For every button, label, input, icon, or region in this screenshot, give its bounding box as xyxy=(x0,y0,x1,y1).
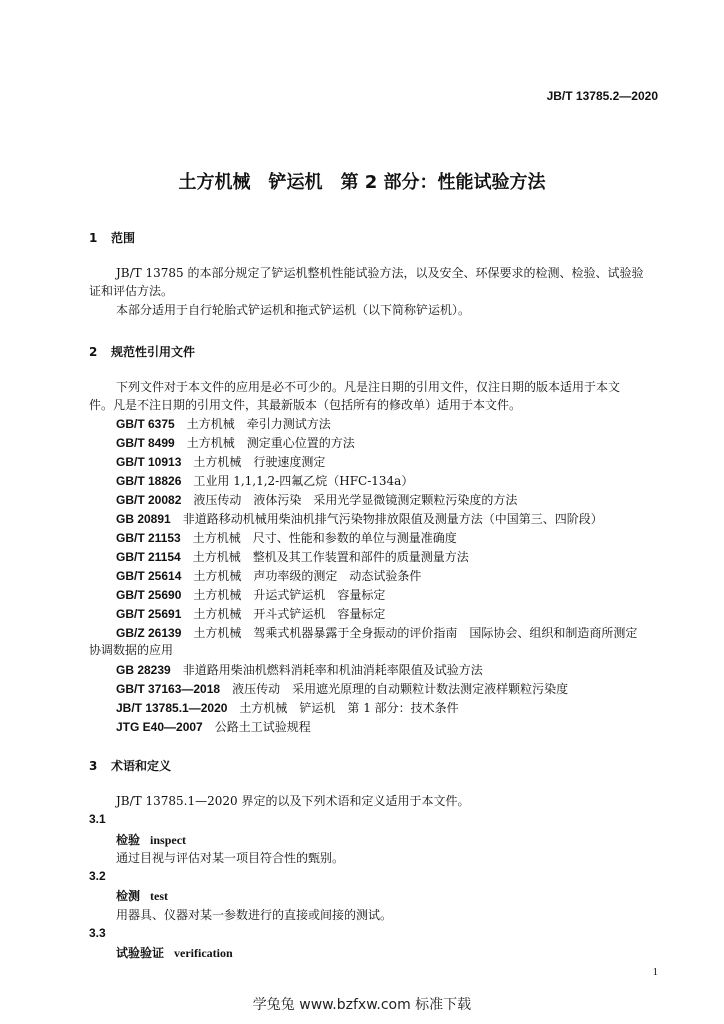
reference-item xyxy=(116,472,413,489)
section-number: 1 xyxy=(89,231,98,245)
reference-code: GB/T 25690 xyxy=(116,588,182,602)
reference-code: GB/T 6375 xyxy=(116,417,175,431)
reference-code: GB/T 21153 xyxy=(116,531,181,545)
reference-title: 土方机械 开斗式铲运机 容量标定 xyxy=(193,607,386,621)
document-title: 土方机械 铲运机 第 2 部分：性能试验方法 xyxy=(178,172,546,193)
reference-item xyxy=(116,529,457,546)
reference-item xyxy=(116,510,603,527)
scope-paragraph-1-line-2: 证和评估方法。 xyxy=(89,284,174,298)
reference-item xyxy=(116,567,421,584)
reference-title: 土方机械 行驶速度测定 xyxy=(193,455,326,469)
reference-title: 土方机械 升运式铲运机 容量标定 xyxy=(193,588,386,602)
clause-number: 3.1 xyxy=(89,812,106,826)
reference-code: GB/T 25614 xyxy=(116,569,182,583)
reference-item xyxy=(116,415,331,432)
reference-item xyxy=(116,548,469,565)
reference-code: JB/T 13785.1—2020 xyxy=(116,701,228,715)
reference-title: 工业用 1,1,1,2-四氟乙烷（HFC-134a） xyxy=(193,474,414,488)
reference-code: GB/T 25691 xyxy=(116,607,182,621)
reference-title: 土方机械 铲运机 第 1 部分：技术条件 xyxy=(239,701,459,715)
term-definition: 用器具、仪器对某一参数进行的直接或间接的测试。 xyxy=(116,908,393,922)
reference-title: 土方机械 尺寸、性能和参数的单位与测量准确度 xyxy=(192,531,457,545)
reference-title: 非道路移动机械用柴油机排气污染物排放限值及测量方法（中国第三、四阶段） xyxy=(182,512,603,526)
scope-paragraph-1-line-1: JB/T 13785 的本部分规定了铲运机整机性能试验方法，以及安全、环保要求的检测、检验、试验验 xyxy=(116,266,644,280)
reference-title: 液压传动 采用遮光原理的自动颗粒计数法测定液样颗粒污染度 xyxy=(232,682,569,696)
reference-item xyxy=(116,718,311,735)
reference-title: 非道路用柴油机燃料消耗率和机油消耗率限值及试验方法 xyxy=(182,663,483,677)
reference-title: 土方机械 整机及其工作装置和部件的质量测量方法 xyxy=(192,550,469,564)
reference-title: 液压传动 液体污染 采用光学显微镜测定颗粒污染度的方法 xyxy=(193,493,518,507)
section-title: 范围 xyxy=(111,231,136,245)
watermark-footer: 学兔兔 www.bzfxw.com 标准下载 xyxy=(252,997,472,1013)
reference-title: 土方机械 测定重心位置的方法 xyxy=(186,436,355,450)
reference-code: GB/T 21154 xyxy=(116,550,181,564)
reference-title: 土方机械 牵引力测试方法 xyxy=(186,417,331,431)
reference-item xyxy=(116,453,325,470)
term-en: inspect xyxy=(150,833,187,847)
reference-item xyxy=(116,586,385,603)
reference-item xyxy=(116,661,483,678)
standard-code: JB/T 13785.2—2020 xyxy=(546,89,658,103)
section-title: 规范性引用文件 xyxy=(111,345,196,359)
scope-paragraph-2: 本部分适用于自行轮胎式铲运机和拖式铲运机（以下简称铲运机）。 xyxy=(116,303,471,317)
reference-code: GB/Z 26139 xyxy=(116,626,182,640)
section-title: 术语和定义 xyxy=(111,759,172,773)
clause-number: 3.3 xyxy=(89,926,106,940)
section-2-heading xyxy=(89,343,195,360)
term-heading xyxy=(116,887,168,904)
terms-intro: JB/T 13785.1—2020 界定的以及下列术语和定义适用于本文件。 xyxy=(116,794,470,808)
reference-item xyxy=(116,491,517,508)
reference-continuation: 协调数据的应用 xyxy=(89,643,174,657)
term-en: test xyxy=(150,889,169,903)
term-zh: 试验验证 xyxy=(116,946,165,960)
reference-code: GB 20891 xyxy=(116,512,171,526)
term-heading xyxy=(116,831,186,848)
reference-title: 土方机械 声功率级的测定 动态试验条件 xyxy=(193,569,422,583)
clause-number: 3.2 xyxy=(89,869,106,883)
reference-code: GB/T 18826 xyxy=(116,474,182,488)
normative-intro-line-1: 下列文件对于本文件的应用是必不可少的。凡是注日期的引用文件，仅注日期的版本适用于本文 xyxy=(116,380,621,394)
reference-code: GB 28239 xyxy=(116,663,171,677)
section-number: 2 xyxy=(89,345,98,359)
reference-item xyxy=(116,699,459,716)
reference-code: GB/T 10913 xyxy=(116,455,182,469)
reference-code: GB/T 20082 xyxy=(116,493,182,507)
reference-title: 土方机械 驾乘式机器暴露于全身振动的评价指南 国际协会、组织和制造商所测定 xyxy=(193,626,638,640)
term-zh: 检验 xyxy=(116,833,141,847)
page-number: 1 xyxy=(652,966,658,978)
reference-item xyxy=(116,605,385,622)
term-zh: 检测 xyxy=(116,889,141,903)
section-1-heading xyxy=(89,229,135,246)
reference-item xyxy=(116,680,568,697)
section-3-heading xyxy=(89,757,171,774)
reference-code: GB/T 8499 xyxy=(116,436,175,450)
term-heading xyxy=(116,944,233,961)
reference-item xyxy=(116,434,355,451)
section-number: 3 xyxy=(89,759,98,773)
term-en: verification xyxy=(174,946,233,960)
term-definition: 通过目视与评估对某一项目符合性的甄别。 xyxy=(116,851,345,865)
reference-code: GB/T 37163—2018 xyxy=(116,682,221,696)
reference-item xyxy=(116,624,637,641)
normative-intro-line-2: 件。凡是不注日期的引用文件，其最新版本（包括所有的修改单）适用于本文件。 xyxy=(89,398,522,412)
reference-title: 公路土工试验规程 xyxy=(214,720,311,734)
reference-code: JTG E40—2007 xyxy=(116,720,203,734)
